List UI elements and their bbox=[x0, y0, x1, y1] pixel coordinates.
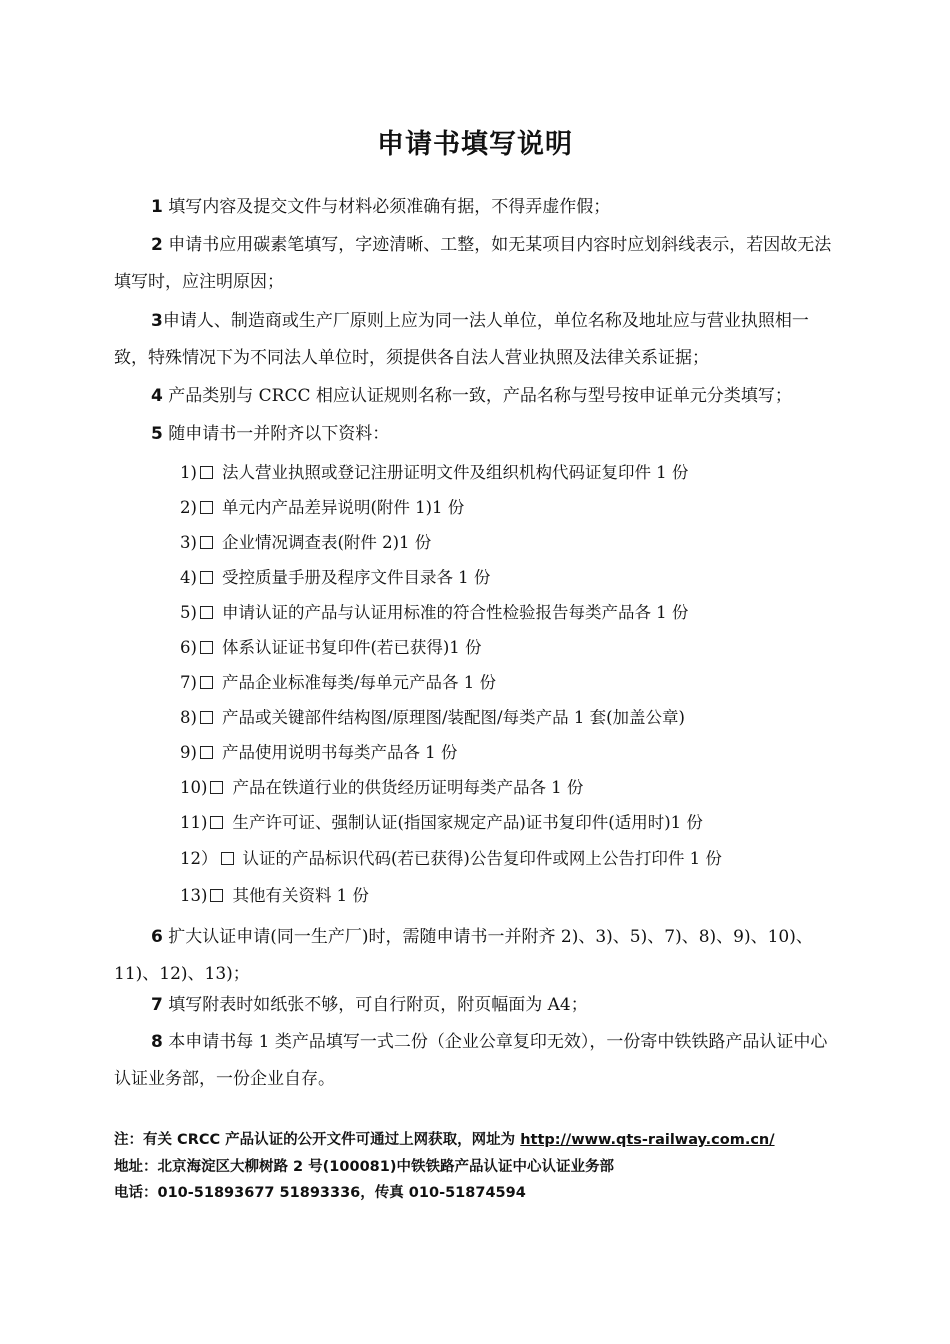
item-number: 7) bbox=[180, 673, 197, 692]
item-text: 申请认证的产品与认证用标准的符合性检验报告每类产品各 1 份 bbox=[221, 603, 689, 622]
item-number: 2) bbox=[180, 498, 197, 517]
note-address: 地址：北京海淀区大柳树路 2 号(100081)中铁铁路产品认证中心认证业务部 bbox=[114, 1159, 614, 1175]
checkbox-icon[interactable] bbox=[200, 466, 213, 479]
item-text: 体系认证证书复印件(若已获得)1 份 bbox=[221, 638, 482, 657]
item-text: 产品或关键部件结构图/原理图/装配图/每类产品 1 套(加盖公章) bbox=[221, 708, 685, 727]
page-title: 申请书填写说明 bbox=[377, 129, 573, 160]
item-text: 产品在铁道行业的供货经历证明每类产品各 1 份 bbox=[232, 778, 584, 797]
instruction-text: 本申请书每 1 类产品填写一式二份（企业公章复印无效），一份寄中铁铁路产品认证中心认证业务部，一份企业自存。 bbox=[114, 1032, 828, 1089]
checkbox-icon[interactable] bbox=[200, 501, 213, 514]
instruction-1 bbox=[114, 189, 836, 226]
attachment-item-6 bbox=[180, 636, 482, 660]
checkbox-icon[interactable] bbox=[200, 746, 213, 759]
item-text: 受控质量手册及程序文件目录各 1 份 bbox=[221, 568, 491, 587]
attachment-item-5 bbox=[180, 601, 688, 625]
checkbox-icon[interactable] bbox=[200, 676, 213, 689]
checkbox-icon[interactable] bbox=[200, 571, 213, 584]
note-website bbox=[114, 1128, 775, 1149]
item-text: 法人营业执照或登记注册证明文件及组织机构代码证复印件 1 份 bbox=[221, 463, 689, 482]
instruction-2 bbox=[114, 227, 836, 301]
instruction-number: 8 bbox=[151, 1032, 163, 1052]
website-link[interactable]: http://www.qts-railway.com.cn/ bbox=[520, 1132, 775, 1148]
instruction-text: 产品类别与 CRCC 相应认证规则名称一致，产品名称与型号按申证单元分类填写； bbox=[162, 386, 792, 406]
attachment-item-8 bbox=[180, 706, 685, 730]
item-number: 9) bbox=[180, 743, 197, 762]
item-number: 10) bbox=[180, 778, 208, 797]
instruction-text: 填写附表时如纸张不够，可自行附页，附页幅面为 A4； bbox=[162, 995, 588, 1015]
item-text: 企业情况调查表(附件 2)1 份 bbox=[221, 533, 432, 552]
note-prefix: 注：有关 CRCC 产品认证的公开文件可通过上网获取，网址为 bbox=[114, 1132, 521, 1148]
instruction-number: 4 bbox=[151, 386, 163, 406]
attachment-item-1 bbox=[180, 461, 688, 485]
item-text: 产品企业标准每类/每单元产品各 1 份 bbox=[221, 673, 496, 692]
instruction-5 bbox=[114, 416, 836, 453]
item-number: 13) bbox=[180, 886, 208, 905]
item-text: 单元内产品差异说明(附件 1)1 份 bbox=[221, 498, 465, 517]
checkbox-icon[interactable] bbox=[221, 852, 234, 865]
item-number: 3) bbox=[180, 533, 197, 552]
instruction-text: 申请人、制造商或生产厂原则上应为同一法人单位，单位名称及地址应与营业执照相一致，特殊情况下为不同法人单位时，须提供各自法人营业执照及法律关系证据； bbox=[114, 311, 809, 368]
instruction-number: 3 bbox=[151, 311, 163, 331]
attachment-item-9 bbox=[180, 741, 457, 765]
checkbox-icon[interactable] bbox=[200, 711, 213, 724]
instruction-number: 7 bbox=[151, 995, 163, 1015]
attachment-item-10 bbox=[180, 776, 583, 800]
instruction-4 bbox=[114, 378, 836, 415]
attachment-item-7 bbox=[180, 671, 496, 695]
item-number: 12） bbox=[180, 849, 218, 868]
item-number: 1) bbox=[180, 463, 197, 482]
item-text: 其他有关资料 1 份 bbox=[232, 886, 369, 905]
item-number: 4) bbox=[180, 568, 197, 587]
checkbox-icon[interactable] bbox=[200, 606, 213, 619]
instruction-number: 1 bbox=[151, 197, 163, 217]
instruction-text: 申请书应用碳素笔填写，字迹清晰、工整，如无某项目内容时应划斜线表示，若因故无法填写时，应注明原因； bbox=[114, 235, 832, 292]
instruction-number: 2 bbox=[151, 235, 163, 255]
instruction-text: 随申请书一并附齐以下资料： bbox=[162, 424, 390, 444]
instruction-3 bbox=[114, 303, 836, 377]
attachment-item-4 bbox=[180, 566, 490, 590]
attachment-item-11 bbox=[180, 811, 703, 835]
instruction-7 bbox=[114, 987, 836, 1024]
checkbox-icon[interactable] bbox=[200, 641, 213, 654]
instruction-6 bbox=[114, 919, 836, 993]
instruction-8 bbox=[114, 1024, 836, 1098]
attachment-item-3 bbox=[180, 531, 431, 555]
instruction-text: 填写内容及提交文件与材料必须准确有据，不得弄虚作假； bbox=[162, 197, 611, 217]
instruction-text: 扩大认证申请(同一生产厂)时，需随申请书一并附齐 2)、3)、5)、7)、8)、9)、10)、11)、12)、13)； bbox=[114, 927, 813, 984]
item-number: 8) bbox=[180, 708, 197, 727]
checkbox-icon[interactable] bbox=[210, 816, 223, 829]
item-text: 产品使用说明书每类产品各 1 份 bbox=[221, 743, 458, 762]
item-number: 6) bbox=[180, 638, 197, 657]
attachment-item-12 bbox=[180, 847, 722, 871]
instruction-number: 6 bbox=[151, 927, 163, 947]
note-phone: 电话：010-51893677 51893336，传真 010-51874594 bbox=[114, 1185, 526, 1201]
item-text: 认证的产品标识代码(若已获得)公告复印件或网上公告打印件 1 份 bbox=[242, 849, 722, 868]
item-number: 5) bbox=[180, 603, 197, 622]
checkbox-icon[interactable] bbox=[200, 536, 213, 549]
attachment-item-13 bbox=[180, 884, 369, 908]
item-text: 生产许可证、强制认证(指国家规定产品)证书复印件(适用时)1 份 bbox=[232, 813, 703, 832]
item-number: 11) bbox=[180, 813, 208, 832]
instruction-number: 5 bbox=[151, 424, 163, 444]
attachment-item-2 bbox=[180, 496, 464, 520]
checkbox-icon[interactable] bbox=[210, 889, 223, 902]
checkbox-icon[interactable] bbox=[210, 781, 223, 794]
